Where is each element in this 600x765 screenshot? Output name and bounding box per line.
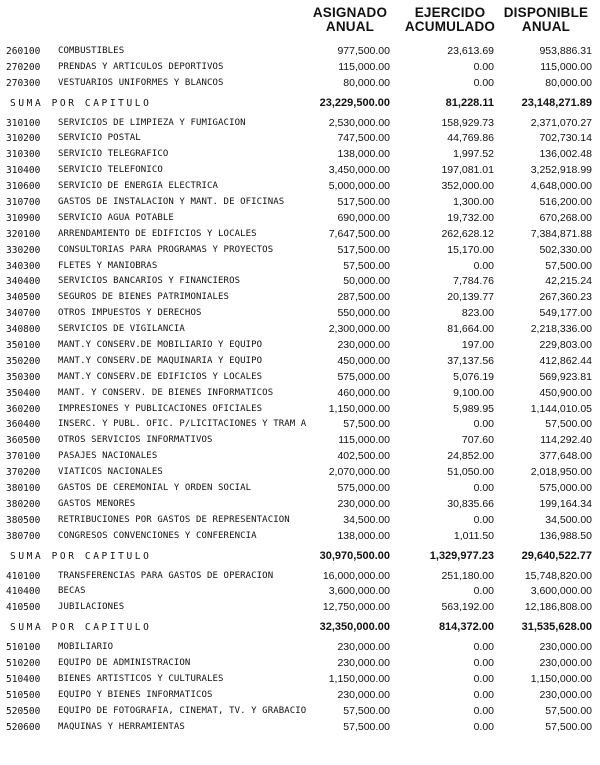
- asignado-value: 57,500.00: [343, 418, 390, 431]
- asignado-value: 517,500.00: [337, 243, 390, 256]
- account-code: 410500: [6, 602, 41, 614]
- header-disponible-line1: DISPONIBLE: [503, 5, 589, 20]
- table-row: [0, 513, 600, 529]
- account-description: SERVICIO TELEGRAFICO: [58, 149, 169, 160]
- ejercido-value: 1,329,977.23: [429, 549, 494, 562]
- asignado-value: 550,000.00: [337, 307, 390, 320]
- disponible-value: 377,648.00: [539, 450, 592, 463]
- ejercido-value: 1,997.52: [453, 148, 494, 161]
- asignado-value: 57,500.00: [343, 704, 390, 717]
- table-row: [0, 179, 600, 195]
- header-asignado-line1: ASIGNADO: [312, 5, 388, 20]
- chapter-total-label: SUMA POR CAPITULO: [10, 550, 152, 562]
- disponible-value: 42,215.24: [545, 275, 592, 288]
- table-row: [0, 386, 600, 402]
- ejercido-value: 0.00: [473, 418, 494, 431]
- disponible-value: 702,730.14: [539, 132, 592, 145]
- ejercido-value: 197.00: [461, 339, 494, 352]
- account-description: MAQUINAS Y HERRAMIENTAS: [58, 721, 185, 732]
- account-code: 360200: [6, 403, 41, 415]
- chapter-total-label: SUMA POR CAPITULO: [10, 97, 152, 109]
- account-code: 370100: [6, 451, 41, 463]
- chapter-total-label: SUMA POR CAPITULO: [10, 622, 152, 634]
- disponible-value: 549,177.00: [539, 307, 592, 320]
- asignado-value: 575,000.00: [337, 370, 390, 383]
- asignado-value: 1,150,000.00: [328, 672, 390, 685]
- account-description: OTROS IMPUESTOS Y DERECHOS: [58, 308, 202, 319]
- account-code: 340400: [6, 276, 41, 288]
- disponible-value: 230,000.00: [539, 688, 592, 701]
- account-description: SERVICIO POSTAL: [58, 133, 141, 144]
- account-description: CONGRESOS CONVENCIONES Y CONFERENCIA: [58, 530, 257, 541]
- header-asignado-line2: ANUAL: [325, 19, 375, 34]
- table-row: [0, 640, 600, 656]
- ejercido-value: 0.00: [473, 76, 494, 89]
- disponible-value: 502,330.00: [539, 243, 592, 256]
- account-description: SERVICIOS DE LIMPIEZA Y FUMIGACION: [58, 117, 246, 128]
- account-code: 380100: [6, 483, 41, 495]
- disponible-value: 2,018,950.00: [530, 466, 592, 479]
- account-code: 260100: [6, 46, 41, 57]
- table-row: [0, 672, 600, 688]
- account-description: SERVICIOS BANCARIOS Y FINANCIEROS: [58, 276, 241, 287]
- table-row: [0, 259, 600, 275]
- asignado-value: 57,500.00: [343, 720, 390, 733]
- asignado-value: 7,647,500.00: [328, 227, 390, 240]
- ejercido-value: 30,835.66: [447, 497, 494, 510]
- header-ejercido-line2: ACUMULADO: [404, 19, 496, 34]
- disponible-value: 57,500.00: [545, 704, 592, 717]
- header-disponible-anual: [490, 6, 600, 34]
- account-description: RETRIBUCIONES POR GASTOS DE REPRESENTACION: [58, 514, 290, 525]
- ejercido-value: 0.00: [473, 672, 494, 685]
- table-row: [0, 481, 600, 497]
- account-description: OTROS SERVICIOS INFORMATIVOS: [58, 435, 213, 446]
- ejercido-value: 0.00: [473, 585, 494, 598]
- disponible-value: 12,186,808.00: [524, 601, 592, 614]
- ejercido-value: 197,081.01: [441, 164, 494, 177]
- account-code: 510500: [6, 689, 41, 701]
- ejercido-value: 0.00: [473, 60, 494, 73]
- table-row: [0, 600, 600, 616]
- disponible-value: 34,500.00: [545, 513, 592, 526]
- header-ejercido-line1: EJERCIDO: [414, 5, 486, 20]
- asignado-value: 690,000.00: [337, 211, 390, 224]
- disponible-value: 569,923.81: [539, 370, 592, 383]
- asignado-value: 460,000.00: [337, 386, 390, 399]
- ejercido-value: 814,372.00: [438, 621, 494, 634]
- account-code: 350100: [6, 340, 41, 352]
- account-description: VIATICOS NACIONALES: [58, 467, 163, 478]
- account-code: 510400: [6, 673, 41, 685]
- table-row: [0, 76, 600, 92]
- asignado-value: 2,070,000.00: [328, 466, 390, 479]
- asignado-value: 230,000.00: [337, 656, 390, 669]
- account-description: SERVICIOS DE VIGILANCIA: [58, 324, 185, 335]
- asignado-value: 3,450,000.00: [328, 164, 390, 177]
- ejercido-value: 1,011.50: [453, 529, 494, 542]
- account-description: GASTOS DE INSTALACION Y MANT. DE OFICINAS: [58, 197, 285, 208]
- asignado-value: 450,000.00: [337, 354, 390, 367]
- ejercido-value: 19,732.00: [447, 211, 494, 224]
- disponible-value: 57,500.00: [545, 720, 592, 733]
- table-row: [0, 465, 600, 481]
- disponible-value: 2,371,070.27: [530, 116, 592, 129]
- ejercido-value: 5,076.19: [453, 370, 494, 383]
- table-row: [0, 656, 600, 672]
- ejercido-value: 251,180.00: [441, 569, 494, 582]
- disponible-value: 267,360.23: [539, 291, 592, 304]
- disponible-value: 230,000.00: [539, 641, 592, 654]
- table-row: [0, 402, 600, 418]
- account-description: BIENES ARTISTICOS Y CULTURALES: [58, 673, 224, 684]
- account-description: CONSULTORIAS PARA PROGRAMAS Y PROYECTOS: [58, 244, 274, 255]
- account-code: 520600: [6, 721, 41, 733]
- account-code: 360500: [6, 435, 41, 447]
- account-code: 320100: [6, 228, 41, 240]
- disponible-value: 7,384,871.88: [530, 227, 592, 240]
- table-row: [0, 211, 600, 227]
- asignado-value: 32,350,000.00: [319, 621, 390, 634]
- account-code: 310900: [6, 212, 41, 224]
- disponible-value: 3,600,000.00: [530, 585, 592, 598]
- table-row: [0, 704, 600, 720]
- account-description: FLETES Y MANIOBRAS: [58, 260, 158, 271]
- disponible-value: 136,988.50: [539, 529, 592, 542]
- account-description: MANT. Y CONSERV. DE BIENES INFORMATICOS: [58, 387, 274, 398]
- disponible-value: 230,000.00: [539, 656, 592, 669]
- disponible-value: 4,648,000.00: [530, 180, 592, 193]
- account-description: JUBILACIONES: [58, 602, 125, 613]
- table-row: [0, 338, 600, 354]
- asignado-value: 115,000.00: [338, 60, 390, 73]
- disponible-value: 575,000.00: [539, 482, 592, 495]
- disponible-value: 15,748,820.00: [524, 569, 592, 582]
- table-row: [0, 147, 600, 163]
- asignado-value: 230,000.00: [337, 339, 390, 352]
- disponible-value: 229,803.00: [539, 339, 592, 352]
- asignado-value: 16,000,000.00: [322, 569, 390, 582]
- asignado-value: 80,000.00: [343, 76, 390, 89]
- account-description: MANT.Y CONSERV.DE MOBILIARIO Y EQUIPO: [58, 340, 263, 351]
- account-description: SERVICIO DE ENERGIA ELECTRICA: [58, 181, 219, 192]
- account-description: VESTUARIOS UNIFORMES Y BLANCOS: [58, 77, 224, 88]
- asignado-value: 23,229,500.00: [319, 96, 390, 109]
- disponible-value: 1,144,010.05: [530, 402, 592, 415]
- account-code: 270200: [6, 61, 41, 73]
- asignado-value: 57,500.00: [343, 259, 390, 272]
- account-code: 310300: [6, 149, 41, 161]
- account-description: PRENDAS Y ARTICULOS DEPORTIVOS: [58, 61, 224, 72]
- table-row: [0, 306, 600, 322]
- disponible-value: 450,900.00: [539, 386, 592, 399]
- account-description: GASTOS MENORES: [58, 498, 136, 509]
- asignado-value: 5,000,000.00: [328, 180, 390, 193]
- ejercido-value: 5,989.95: [453, 402, 494, 415]
- disponible-value: 57,500.00: [545, 418, 592, 431]
- account-description: IMPRESIONES Y PUBLICACIONES OFICIALES: [58, 403, 263, 414]
- account-code: 330200: [6, 244, 41, 256]
- table-row: [0, 243, 600, 259]
- account-description: BECAS: [58, 586, 86, 597]
- asignado-value: 230,000.00: [337, 497, 390, 510]
- disponible-value: 2,218,336.00: [530, 323, 592, 336]
- disponible-value: 516,200.00: [539, 196, 592, 209]
- budget-table-body: [0, 44, 600, 735]
- table-row: [0, 569, 600, 585]
- account-code: 340500: [6, 292, 41, 304]
- disponible-value: 23,148,271.89: [521, 96, 592, 109]
- disponible-value: 114,292.40: [540, 434, 592, 447]
- account-description: EQUIPO Y BIENES INFORMATICOS: [58, 689, 213, 700]
- table-row: [0, 370, 600, 386]
- header-disponible-line2: ANUAL: [521, 19, 571, 34]
- table-row: [0, 433, 600, 449]
- table-row: [0, 417, 600, 433]
- asignado-value: 12,750,000.00: [322, 601, 390, 614]
- table-row: [0, 227, 600, 243]
- table-row: [0, 195, 600, 211]
- ejercido-value: 81,228.11: [445, 96, 494, 109]
- disponible-value: 3,252,918.99: [530, 164, 592, 177]
- account-code: 380500: [6, 514, 41, 526]
- table-row: [0, 449, 600, 465]
- asignado-value: 230,000.00: [337, 641, 390, 654]
- account-code: 410400: [6, 586, 41, 598]
- asignado-value: 747,500.00: [337, 132, 390, 145]
- table-row: [0, 290, 600, 306]
- ejercido-value: 24,852.00: [447, 450, 494, 463]
- asignado-value: 30,970,500.00: [319, 549, 390, 562]
- ejercido-value: 823.00: [461, 307, 494, 320]
- ejercido-value: 23,613.69: [447, 45, 494, 57]
- account-code: 310100: [6, 117, 41, 129]
- ejercido-value: 44,769.86: [447, 132, 494, 145]
- ejercido-value: 1,300.00: [453, 196, 494, 209]
- ejercido-value: 0.00: [473, 482, 494, 495]
- account-description: GASTOS DE CEREMONIAL Y ORDEN SOCIAL: [58, 483, 252, 494]
- asignado-value: 517,500.00: [337, 196, 390, 209]
- asignado-value: 3,600,000.00: [328, 585, 390, 598]
- disponible-value: 670,268.00: [539, 211, 592, 224]
- account-code: 350300: [6, 371, 41, 383]
- disponible-value: 412,862.44: [539, 354, 592, 367]
- asignado-value: 230,000.00: [337, 688, 390, 701]
- disponible-value: 199,164.34: [539, 497, 592, 510]
- chapter-total-row: [0, 549, 600, 565]
- ejercido-value: 707.60: [461, 434, 494, 447]
- table-row: [0, 60, 600, 76]
- account-code: 270300: [6, 77, 41, 89]
- account-description: EQUIPO DE ADMINISTRACION: [58, 657, 191, 668]
- header-asignado-anual: [294, 6, 406, 34]
- disponible-value: 115,000.00: [540, 60, 592, 73]
- column-headers: [0, 6, 600, 40]
- ejercido-value: 262,628.12: [441, 227, 494, 240]
- chapter-total-row: [0, 620, 600, 636]
- disponible-value: 953,886.31: [539, 45, 592, 57]
- account-code: 510200: [6, 657, 41, 669]
- account-description: SERVICIO AGUA POTABLE: [58, 212, 174, 223]
- disponible-value: 136,002.48: [539, 148, 592, 161]
- table-row: [0, 720, 600, 736]
- disponible-value: 80,000.00: [545, 76, 592, 89]
- account-code: 370200: [6, 467, 41, 479]
- ejercido-value: 9,100.00: [453, 386, 494, 399]
- account-code: 340700: [6, 308, 41, 320]
- ejercido-value: 15,170.00: [447, 243, 494, 256]
- account-description: COMBUSTIBLES: [58, 46, 125, 56]
- disponible-value: 29,640,522.77: [521, 549, 592, 562]
- account-description: MANT.Y CONSERV.DE MAQUINARIA Y EQUIPO: [58, 355, 263, 366]
- account-code: 350400: [6, 387, 41, 399]
- account-code: 350200: [6, 355, 41, 367]
- disponible-value: 31,535,628.00: [521, 621, 592, 634]
- account-description: TRANSFERENCIAS PARA GASTOS DE OPERACION: [58, 570, 274, 581]
- table-row: [0, 44, 600, 60]
- table-row: [0, 497, 600, 513]
- asignado-value: 138,000.00: [337, 148, 390, 161]
- asignado-value: 287,500.00: [337, 291, 390, 304]
- account-description: SEGUROS DE BIENES PATRIMONIALES: [58, 292, 230, 303]
- asignado-value: 2,530,000.00: [328, 116, 390, 129]
- table-row: [0, 274, 600, 290]
- table-row: [0, 322, 600, 338]
- account-code: 410100: [6, 570, 41, 582]
- account-code: 360400: [6, 419, 41, 431]
- account-code: 340800: [6, 324, 41, 336]
- table-row: [0, 163, 600, 179]
- ejercido-value: 0.00: [473, 513, 494, 526]
- table-row: [0, 354, 600, 370]
- asignado-value: 34,500.00: [343, 513, 390, 526]
- ejercido-value: 37,137.56: [447, 354, 494, 367]
- asignado-value: 575,000.00: [337, 482, 390, 495]
- table-row: [0, 688, 600, 704]
- table-row: [0, 529, 600, 545]
- account-code: 310700: [6, 197, 41, 209]
- ejercido-value: 51,050.00: [447, 466, 494, 479]
- account-code: 510100: [6, 642, 41, 654]
- ejercido-value: 20,139.77: [447, 291, 494, 304]
- ejercido-value: 0.00: [473, 259, 494, 272]
- account-code: 380700: [6, 530, 41, 542]
- asignado-value: 138,000.00: [337, 529, 390, 542]
- asignado-value: 50,000.00: [343, 275, 390, 288]
- ejercido-value: 158,929.73: [441, 116, 494, 129]
- chapter-total-row: [0, 96, 600, 112]
- asignado-value: 977,500.00: [337, 45, 390, 57]
- ejercido-value: 0.00: [473, 704, 494, 717]
- account-description: EQUIPO DE FOTOGRAFIA, CINEMAT, TV. Y GRABACIO: [58, 705, 307, 716]
- account-description: PASAJES NACIONALES: [58, 451, 158, 462]
- account-code: 310600: [6, 181, 41, 193]
- account-description: ARRENDAMIENTO DE EDIFICIOS Y LOCALES: [58, 228, 257, 239]
- asignado-value: 115,000.00: [338, 434, 390, 447]
- account-code: 340300: [6, 260, 41, 272]
- ejercido-value: 0.00: [473, 720, 494, 733]
- account-code: 520500: [6, 705, 41, 717]
- ejercido-value: 352,000.00: [441, 180, 494, 193]
- ejercido-value: 563,192.00: [441, 601, 494, 614]
- disponible-value: 1,150,000.00: [530, 672, 592, 685]
- ejercido-value: 0.00: [473, 641, 494, 654]
- ejercido-value: 0.00: [473, 688, 494, 701]
- ejercido-value: 0.00: [473, 656, 494, 669]
- asignado-value: 402,500.00: [337, 450, 390, 463]
- table-row: [0, 584, 600, 600]
- table-row: [0, 131, 600, 147]
- account-code: 310200: [6, 133, 41, 145]
- account-code: 380200: [6, 498, 41, 510]
- account-description: INSERC. Y PUBL. OFIC. P/LICITACIONES Y TRAM A: [58, 419, 307, 430]
- account-description: MOBILIARIO: [58, 642, 114, 653]
- asignado-value: 1,150,000.00: [328, 402, 390, 415]
- account-description: SERVICIO TELEFONICO: [58, 165, 163, 176]
- ejercido-value: 7,784.76: [453, 275, 494, 288]
- table-row: [0, 116, 600, 132]
- account-code: 310400: [6, 165, 41, 177]
- disponible-value: 57,500.00: [545, 259, 592, 272]
- asignado-value: 2,300,000.00: [328, 323, 390, 336]
- account-description: MANT.Y CONSERV.DE EDIFICIOS Y LOCALES: [58, 371, 263, 382]
- ejercido-value: 81,664.00: [447, 323, 494, 336]
